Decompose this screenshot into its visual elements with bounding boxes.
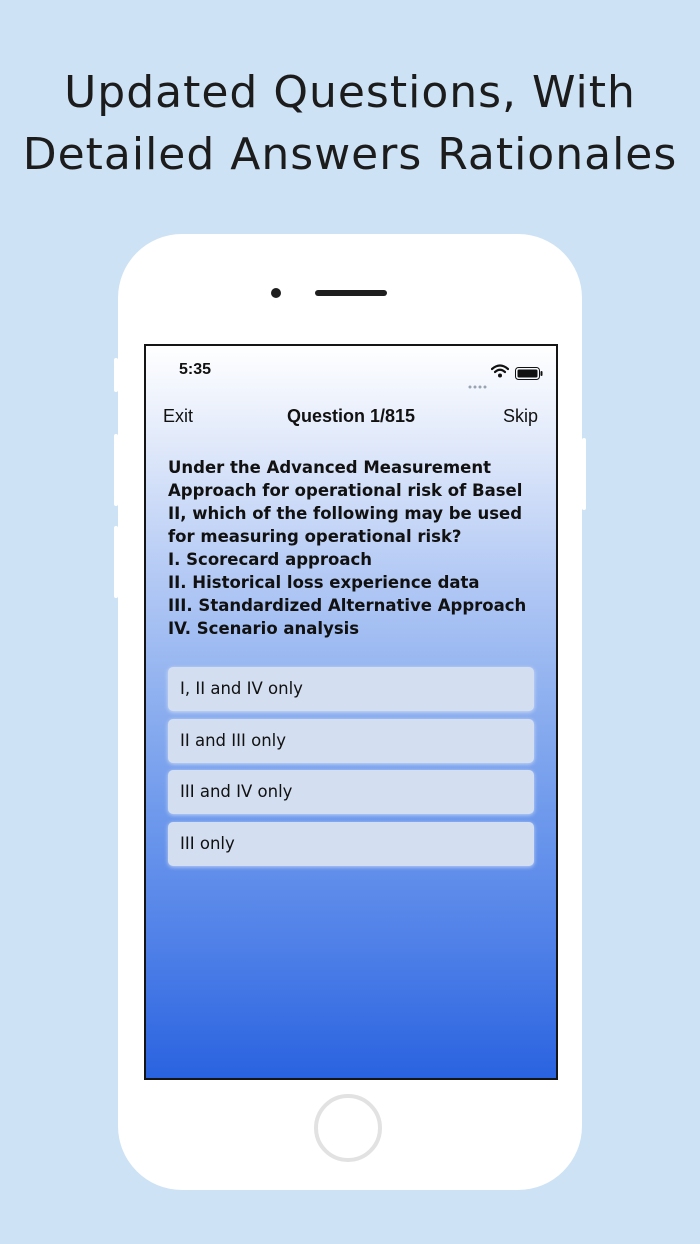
home-button[interactable] [314, 1094, 382, 1162]
status-bar [146, 346, 556, 396]
promo-title [0, 62, 700, 186]
answer-option-1[interactable]: I, II and IV only [168, 667, 534, 711]
power-button [582, 438, 586, 510]
volume-down-button [114, 526, 118, 598]
answer-list [168, 667, 534, 873]
question-counter-title: Question 1/815 [286, 406, 416, 426]
answer-option-4[interactable]: III only [168, 822, 534, 866]
status-time: 5:35 [179, 361, 212, 378]
front-camera [271, 288, 281, 298]
exit-button[interactable]: Exit [163, 406, 194, 426]
earpiece-speaker [315, 290, 387, 296]
nav-bar [146, 404, 556, 432]
app-screen [144, 344, 558, 1080]
promo-title-line-1: Updated Questions, With [64, 67, 636, 118]
mute-switch [114, 358, 118, 392]
answer-option-3[interactable]: III and IV only [168, 770, 534, 814]
phone-frame [118, 234, 582, 1190]
battery-icon [515, 365, 543, 384]
answer-option-2[interactable]: II and III only [168, 719, 534, 763]
wifi-icon [491, 363, 509, 382]
signal-icon [468, 374, 488, 393]
skip-button[interactable]: Skip [502, 406, 538, 426]
question-text: Under the Advanced Measurement Approach for operational risk of Basel II, which of the following may be used for measuring operational risk? I. Scorecard approach II. Historical loss experience data III. Standardized Alternative Approach IV. Scenario analysis [168, 458, 527, 638]
volume-up-button [114, 434, 118, 506]
promo-title-line-2: Detailed Answers Rationales [22, 129, 678, 180]
